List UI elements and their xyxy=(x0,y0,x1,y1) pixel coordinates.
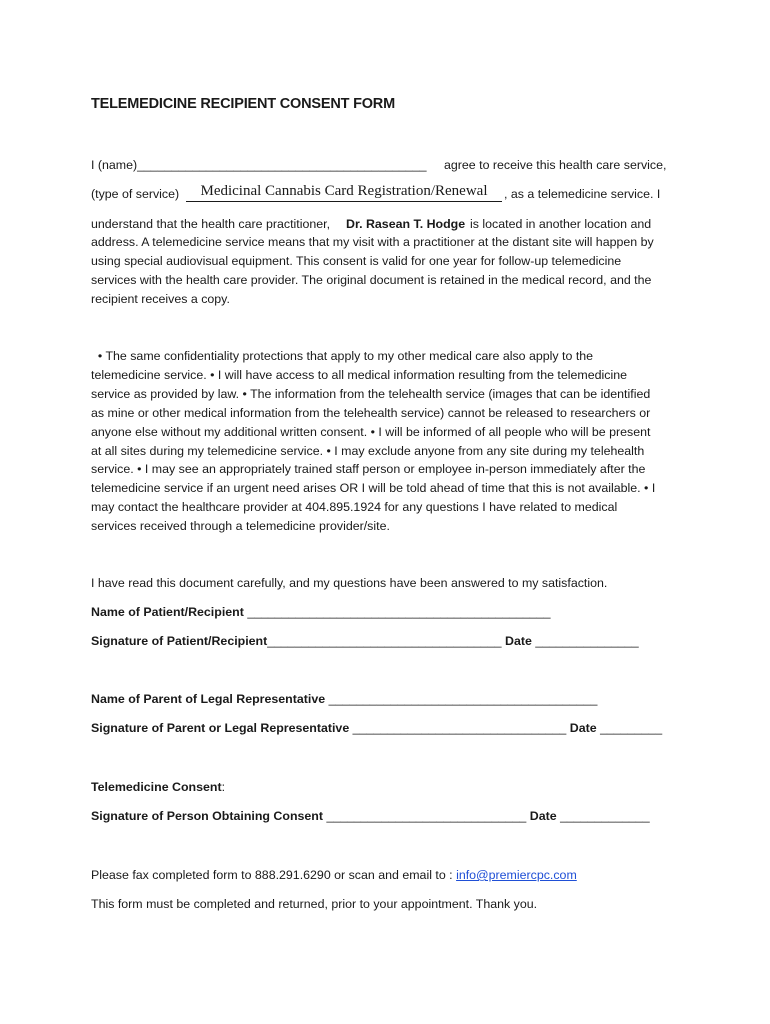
rights-line: telemedicine service if an urgent need arises OR I will be told ahead of time that this is not available. • I xyxy=(91,481,656,496)
parent-name-field[interactable]: _______________________________________ xyxy=(328,692,598,706)
form-title: TELEMEDICINE RECIPIENT CONSENT FORM xyxy=(91,96,395,112)
parent-date-label: Date xyxy=(569,721,597,735)
parent-date-field[interactable]: _________ xyxy=(600,721,663,735)
fax-text: Please fax completed form to 888.291.6290 or scan and email to : xyxy=(91,868,453,882)
patient-name-label: Name of Patient/Recipient xyxy=(91,605,244,619)
closing-note: This form must be completed and returned, prior to your appointment. Thank you. xyxy=(91,897,538,911)
name-line-prefix: I (name) xyxy=(91,158,138,172)
rights-line: may contact the healthcare provider at 404.895.1924 for any questions I have related to medical xyxy=(91,500,618,515)
obtainer-signature-row xyxy=(91,807,650,825)
consent-heading-row xyxy=(91,778,225,796)
name-line xyxy=(91,156,427,174)
name-line-suffix: agree to receive this health care service, xyxy=(444,158,667,172)
email-link[interactable]: info@premiercpc.com xyxy=(456,868,577,882)
rights-line: service as provided by law. • The information from the telehealth service (images that can be identified xyxy=(91,386,651,401)
rights-line: as mine or other medical information from the telehealth service) cannot be released to researchers or xyxy=(91,405,651,420)
service-suffix: , as a telemedicine service. I xyxy=(504,187,661,201)
obtainer-signature-label: Signature of Person Obtaining Consent xyxy=(91,809,323,823)
obtainer-signature-field[interactable]: _____________________________ xyxy=(326,809,527,823)
rights-line: • The same confidentiality protections that apply to my other medical care also apply to the xyxy=(91,349,594,363)
parent-signature-row xyxy=(91,719,662,737)
intro-line: recipient receives a copy. xyxy=(91,291,230,306)
patient-name-field[interactable]: ____________________________________________ xyxy=(247,605,551,619)
rights-line: at all sites during my telemedicine service. • I may exclude anyone from any site during my telehealth xyxy=(91,443,645,458)
rights-line: anyone else without my additional written consent. • I will be informed of all people who will be present xyxy=(91,424,651,439)
obtainer-date-field[interactable]: _____________ xyxy=(560,809,650,823)
patient-signature-row xyxy=(91,632,639,650)
patient-date-label: Date xyxy=(505,634,532,648)
parent-name-label: Name of Parent of Legal Representative xyxy=(91,692,326,706)
intro-paragraph xyxy=(91,233,683,309)
patient-date-field[interactable]: _______________ xyxy=(535,634,639,648)
service-prefix: (type of service) xyxy=(91,187,180,201)
rights-line: services received through a telemedicine provider/site. xyxy=(91,519,390,534)
intro-line: services with the health care provider. The original document is retained in the medical record, and the xyxy=(91,272,652,287)
type-of-service-field[interactable]: Medicinal Cannabis Card Registration/Renewal xyxy=(186,182,502,202)
intro-line: using special audiovisual equipment. This consent is valid for one year for follow-up telemedicine xyxy=(91,253,622,268)
rights-line: service. • I may see an appropriately trained staff person or employee in-person immediately after the xyxy=(91,462,646,477)
parent-signature-field[interactable]: _______________________________ xyxy=(352,721,567,735)
intro-line: address. A telemedicine service means that my visit with a practitioner at the distant site will happen by xyxy=(91,235,654,249)
patient-name-row xyxy=(91,603,551,621)
rights-line: telemedicine service. • I will have access to all medical information resulting from the telemedicine xyxy=(91,367,627,382)
practitioner-line-start: understand that the health care practitioner, xyxy=(91,217,331,231)
patient-signature-label: Signature of Patient/Recipient xyxy=(91,634,268,648)
read-statement: I have read this document carefully, and my questions have been answered to my satisfaction. xyxy=(91,576,608,590)
name-blank[interactable]: __________________________________________ xyxy=(137,158,427,172)
patient-signature-field[interactable]: __________________________________ xyxy=(267,634,502,648)
parent-name-row xyxy=(91,690,597,708)
parent-signature-label: Signature of Parent or Legal Representative xyxy=(91,721,350,735)
obtainer-date-label: Date xyxy=(529,809,557,823)
practitioner-line-end: is located in another location and xyxy=(470,217,652,231)
rights-paragraph xyxy=(91,347,683,536)
practitioner-name: Dr. Rasean T. Hodge xyxy=(346,217,466,231)
consent-heading-colon: : xyxy=(221,780,226,794)
consent-heading: Telemedicine Consent xyxy=(91,780,222,794)
fax-instructions xyxy=(91,866,577,884)
